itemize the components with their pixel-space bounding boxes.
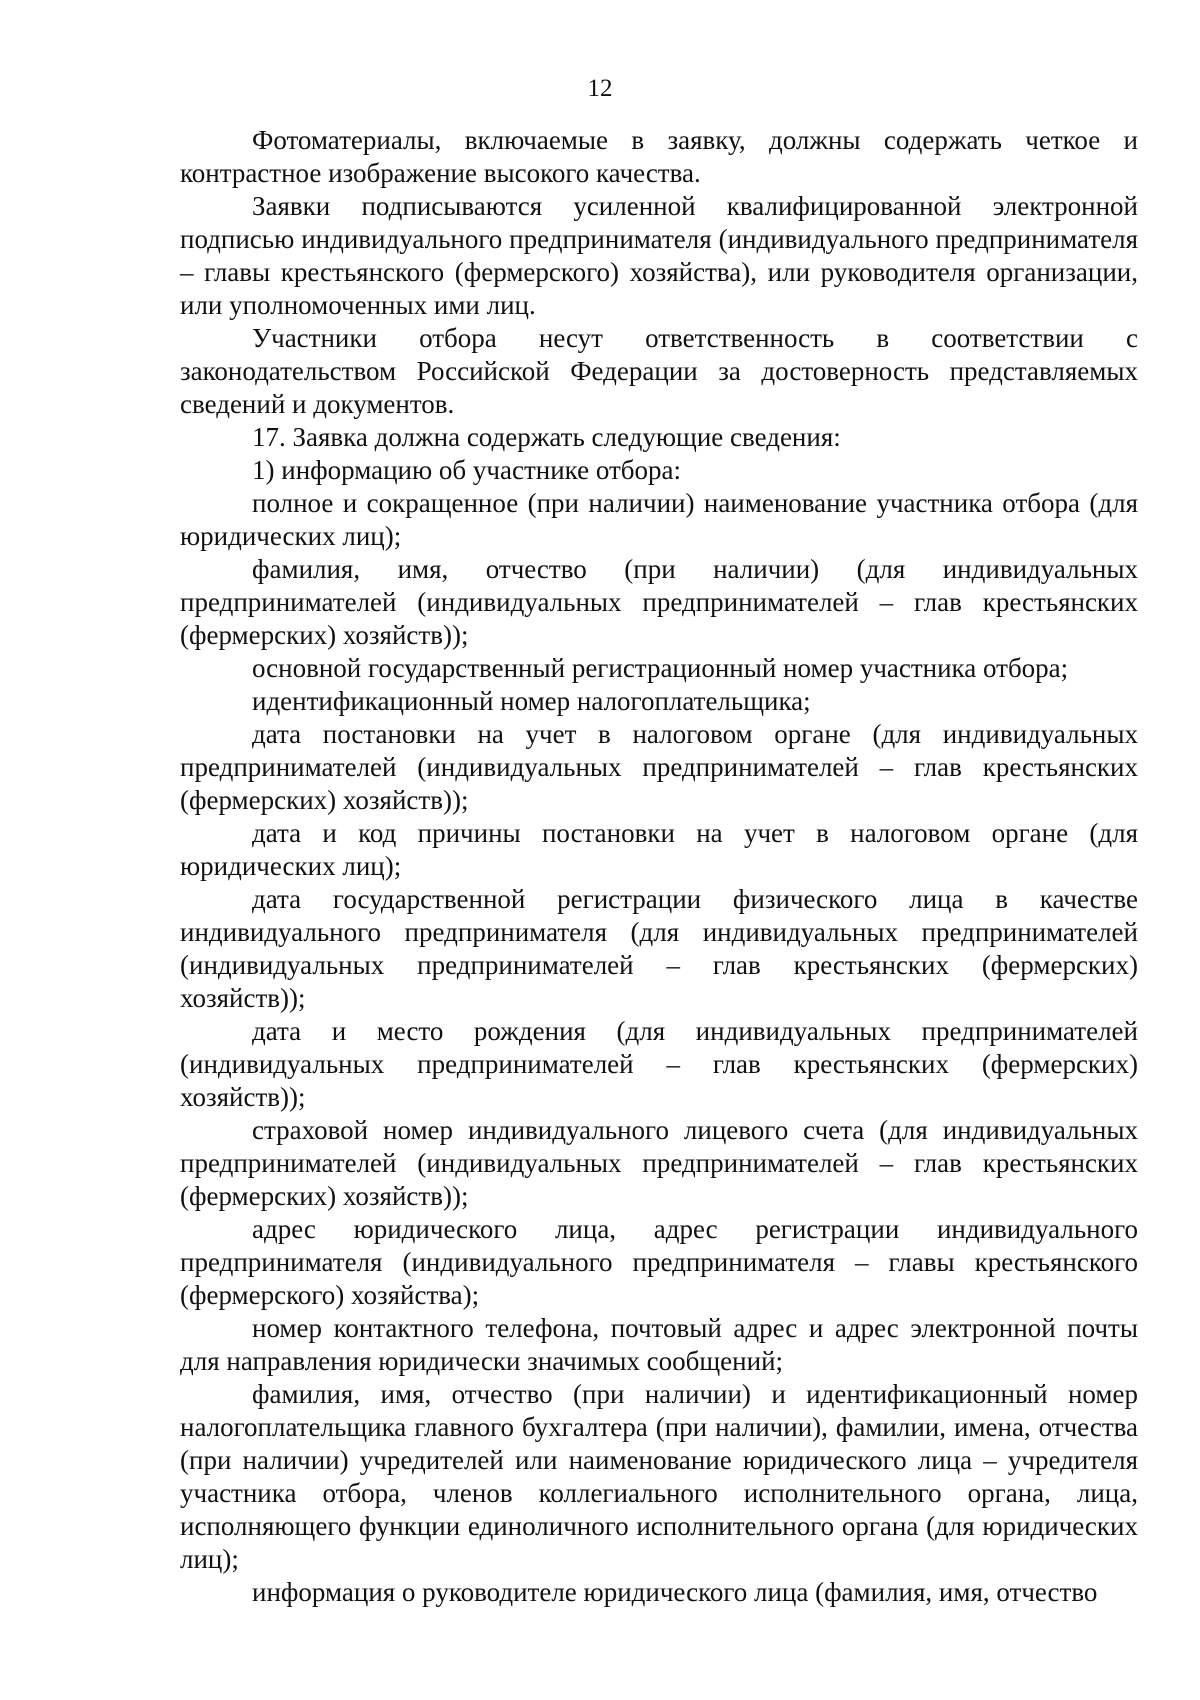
paragraph-full-name: полное и сокращенное (при наличии) наименование участника отбора (для юридических лиц); (180, 488, 1138, 551)
paragraph-address: адрес юридического лица, адрес регистрации индивидуального предпринимателя (индивидуального предпринимателя – главы крестьянского (фермерского) хозяйства); (180, 1214, 1138, 1310)
paragraph-contacts: номер контактного телефона, почтовый адрес и адрес электронной почты для направления юридически значимых сообщений; (180, 1313, 1138, 1376)
page-number: 12 (587, 75, 613, 102)
paragraph-subitem-1: 1) информацию об участнике отбора: (252, 455, 682, 485)
paragraph-snils: страховой номер индивидуального лицевого счета (для индивидуальных предпринимателей (индивидуальных предпринимателей – глав крестьянских (фермерских) хозяйств)); (180, 1115, 1138, 1211)
document-body (180, 124, 1138, 1609)
paragraph-photo-materials: Фотоматериалы, включаемые в заявку, должны содержать четкое и контрастное изображение высокого качества. (180, 125, 1138, 188)
paragraph-person-name: фамилия, имя, отчество (при наличии) (для индивидуальных предпринимателей (индивидуальных предпринимателей – глав крестьянских (фермерских) хозяйств)); (180, 554, 1138, 650)
paragraph-tax-registration-date: дата постановки на учет в налоговом органе (для индивидуальных предпринимателей (индивидуальных предпринимателей – глав крестьянских (фермерских) хозяйств)); (180, 719, 1138, 815)
paragraph-inn: идентификационный номер налогоплательщика; (252, 686, 811, 716)
paragraph-accountant-founders: фамилия, имя, отчество (при наличии) и идентификационный номер налогоплательщика главного бухгалтера (при наличии), фамилии, имена, отчества (при наличии) учредителей или наименование юридического лица – учредителя участника отбора, членов коллегиального исполнительного органа, лица, исполняющего функции единоличного исполнительного органа (для юридических лиц); (180, 1379, 1138, 1574)
paragraph-responsibility: Участники отбора несут ответственность в соответствии с законодательством Российской Федерации за достоверность представляемых сведений и документов. (180, 323, 1138, 419)
paragraph-head-info: информация о руководителе юридического лица (фамилия, имя, отчество (252, 1577, 1098, 1607)
paragraph-state-registration-date: дата государственной регистрации физического лица в качестве индивидуального предпринимателя (для индивидуальных предпринимателей (индивидуальных предпринимателей – глав крестьянских (фермерских) хозяйств)); (180, 884, 1138, 1013)
paragraph-signature: Заявки подписываются усиленной квалифицированной электронной подписью индивидуального предпринимателя (индивидуального предпринимателя – главы крестьянского (фермерского) хозяйства), или руководителя организации, или уполномоченных ими лиц. (180, 191, 1138, 320)
paragraph-kpp: дата и код причины постановки на учет в налоговом органе (для юридических лиц); (180, 818, 1138, 881)
paragraph-ogrn: основной государственный регистрационный номер участника отбора; (252, 653, 1069, 683)
paragraph-item-17: 17. Заявка должна содержать следующие сведения: (252, 422, 841, 452)
paragraph-birth-date-place: дата и место рождения (для индивидуальных предпринимателей (индивидуальных предпринимателей – глав крестьянских (фермерских) хозяйств)); (180, 1016, 1138, 1112)
